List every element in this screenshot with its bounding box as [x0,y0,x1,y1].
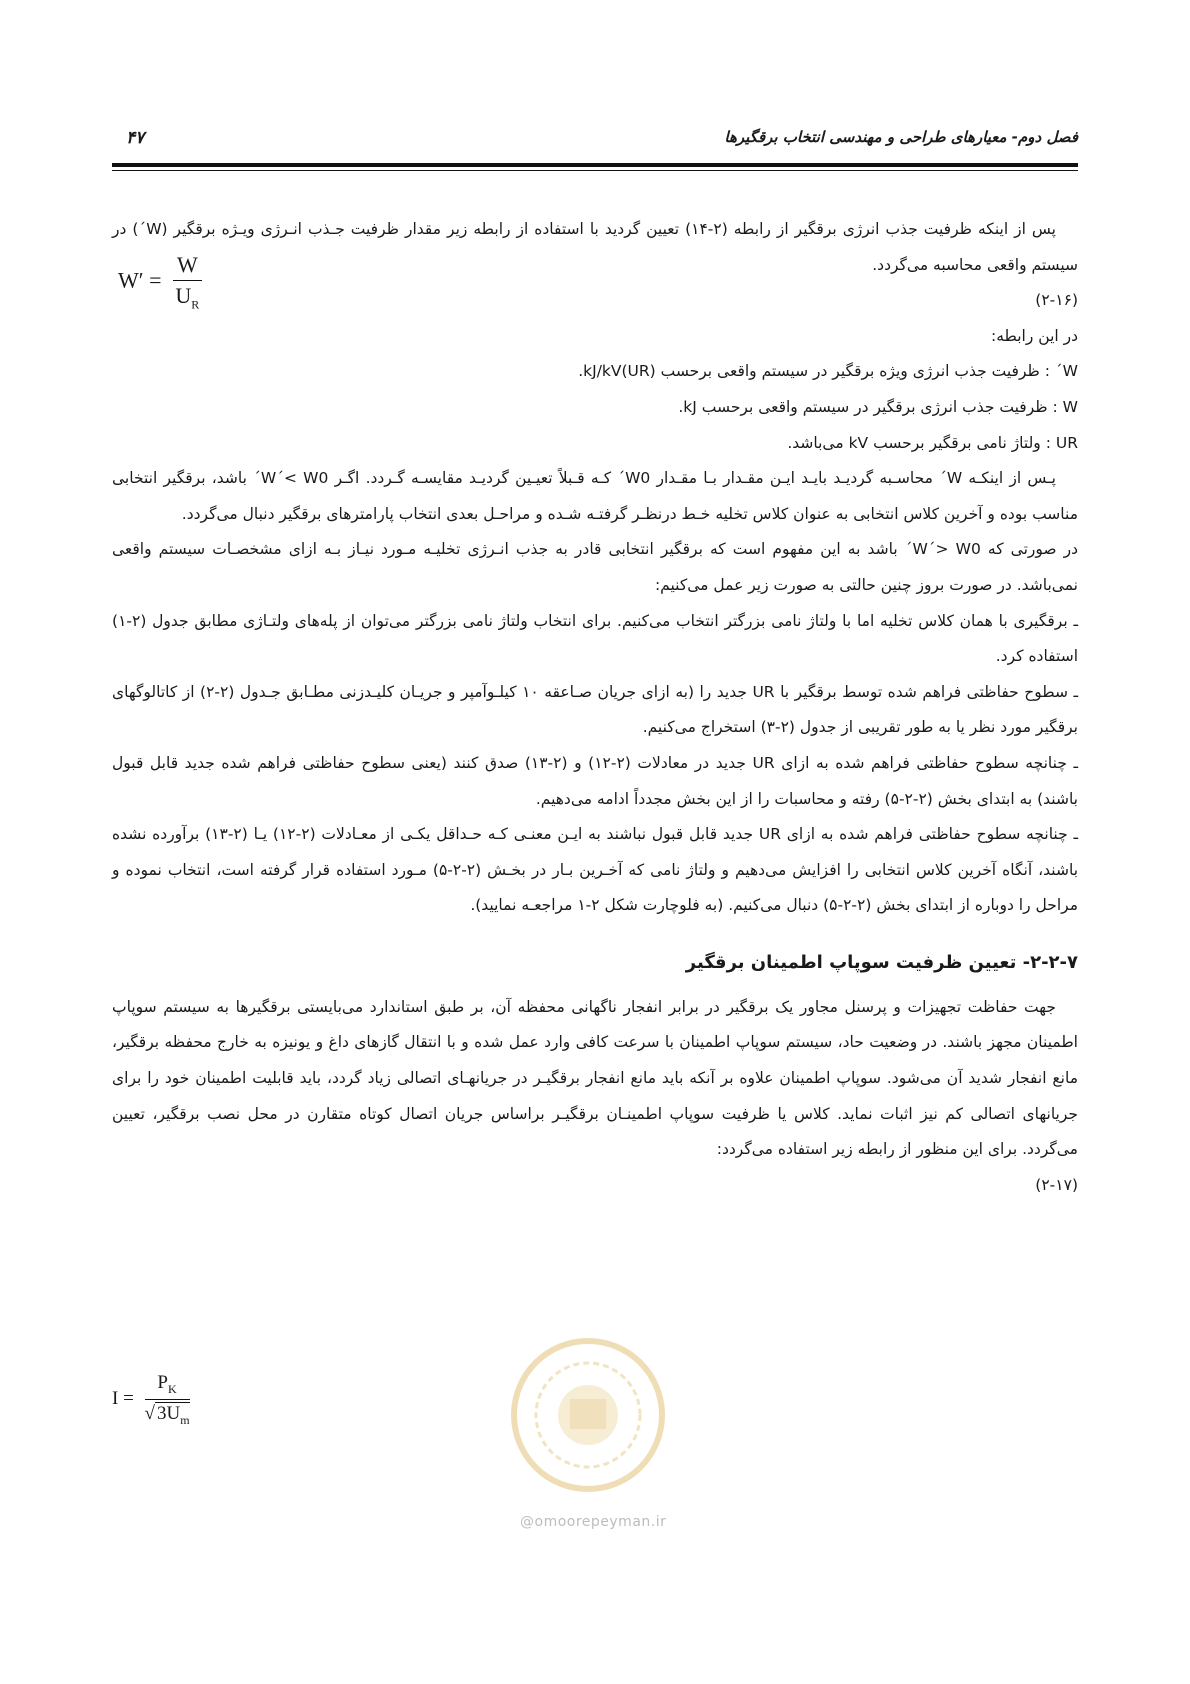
paragraph: جهت حفاظت تجهیزات و پرسنل مجاور یک برقگیر در برابر انفجار ناگهانی محفظه آن، بر طبق استاندارد می‌بایستی برقگیرها به سیستم سوپاپ اطمینان مجهز باشند. در وضعیت حاد، سیستم سوپاپ اطمینان با سرعت کافی وارد عمل شده و با انتقال گازهای داغ و یونیزه به خارج محفظه برقگیر، مانع انفجار شدید آن می‌شود. سوپاپ اطمینان علاوه بر آنکه باید مانع انفجار برقگیـر در جریانهـای اتصالی زیاد گردد، باید قابلیت اطمینان خود را برای جریانهای اتصالی کم نیز اثبات نماید. کلاس یا ظرفیت سوپاپ اطمینـان برقگیـر براساس جریان اتصال کوتاه متقارن در محل نصب برقگیر، تعیین می‌گردد. برای این منظور از رابطه زیر استفاده می‌گردد: [112,997,1078,1159]
paragraph: پـس از اینکـه W´ محاسـبه گردیـد بایـد ایـن مقـدار بـا مقـدار W0´ کـه قـبلاً تعیـین گردیـد مقایسـه گـردد. اگـر W´< W0´ باشد، برقگیر انتخابی مناسب بوده و آخرین کلاس انتخابی به عنوان کلاس تخلیه خـط درنظـر گرفتـه شـده و مراحـل بعدی انتخاب پارامترهای برقگیر دنبال می‌گردد. [112,469,1078,523]
formula-numerator: W [173,252,202,281]
numerator-main: P [157,1372,168,1393]
page-number: ۴۷ [126,128,145,148]
watermark-url: @omoorepeyman.ir [520,1514,667,1530]
formula-denominator [145,1400,190,1428]
denominator-main: 3U [156,1402,181,1424]
paragraph: در این رابطه: [990,326,1078,345]
definition-item: W´ : ظرفیت جذب انرژی ویژه برقگیر در سیستم واقعی برحسب kJ/kV(UR). [578,362,1078,381]
list-item: ـ سطوح حفاظتی فراهم شده توسط برقگیر با UR جدید را (به ازای جریان صـاعقه ۱۰ کیلـوآمپر و جریـان کلیـدزنی مطـابق جـدول (۲-۲) از کاتالوگهای برقگیر مورد نظر یا به طور تقریبی از جدول (۲-۳) استخراج می‌کنیم. [112,682,1078,737]
formula-17 [112,1372,190,1428]
formula-numerator [145,1372,190,1400]
formula-fraction [173,252,202,312]
watermark-logo [508,1335,668,1495]
paragraph: در صورتی که W´> W0´ باشد به این مفهوم است که برقگیر انتخابی قادر به جذب انـرژی تخلیـه مـورد نیـاز بـه ازای مشخصـات سیستم واقعی نمی‌باشد. در صورت بروز چنین حالتی به صورت زیر عمل می‌کنیم: [112,540,1078,594]
definition-item: W : ظرفیت جذب انرژی برقگیر در سیستم واقعی برحسب kJ. [678,397,1078,416]
definition-item: UR : ولتاژ نامی برقگیر برحسب kV می‌باشد. [787,433,1078,452]
list-item: ـ برقگیری با همان کلاس تخلیه اما با ولتاژ نامی بزرگتر انتخاب می‌کنیم. برای انتخاب ولتاژ نامی بزرگتر می‌توان از پله‌های ولتـاژی مطابق جدول (۲-۱) استفاده کرد. [112,611,1078,666]
equation-number: (۲-۱۶) [1035,291,1078,310]
page-header [112,128,1078,158]
body-text [112,212,1078,1203]
chapter-title: فصل دوم- معیارهای طراحی و مهندسی انتخاب برقگیرها [724,128,1078,146]
formula-fraction [145,1372,190,1428]
header-rule-thick [112,163,1078,167]
header-rule-thin [112,170,1078,171]
formula-denominator [173,281,202,312]
sqrt-sign: √ [144,1402,155,1424]
numerator-sub: K [168,1381,177,1396]
formula-16 [118,252,202,312]
paragraph: پس از اینکه ظرفیت جذب انرژی برقگیر از رابطه (۲-۱۴) تعیین گردید با استفاده از رابطه زیر مقدار ظرفیت جـذب انـرژی ویـژه برقگیر (W´) در سیستم واقعی محاسبه می‌گردد. [112,220,1078,274]
formula-lhs: I = [112,1388,134,1410]
denominator-main: U [175,283,192,308]
denominator-sub: m [180,1412,190,1427]
list-item: ـ چنانچه سطوح حفاظتی فراهم شده به ازای UR جدید در معادلات (۲-۱۲) و (۲-۱۳) صدق کنند (یعنی سطوح حفاظتی فراهم شده جدید قابل قبول باشند) به ابتدای بخش (۲-۲-۵) رفته و محاسبات را از این بخش مجدداً ادامه می‌دهیم. [112,753,1079,808]
section-heading: ۲-۲-۷- تعیین ظرفیت سوپاپ اطمینان برقگیر [685,951,1078,973]
list-item: ـ چنانچه سطوح حفاظتی فراهم شده به ازای UR جدید قابل قبول نباشند به ایـن معنـی کـه حـداقل یکـی از معـادلات (۲-۱۲) یـا (۲-۱۳) برآورده نشده باشند، آنگاه آخرین کلاس انتخابی را افزایش می‌دهیم و ولتاژ نامی که آخـرین بـار در بخـش (۲-۲-۵) مـورد استفاده قرار گرفته است، انتخاب نموده و مراحل را دوباره از ابتدای بخش (۲-۲-۵) دنبال می‌کنیم. (به فلوچارت شکل ۲-۱ مراجعـه نمایید). [112,825,1079,915]
formula-lhs: W′ = [118,267,162,293]
equation-number: (۲-۱۷) [1035,1175,1078,1194]
denominator-sub: R [191,297,200,312]
